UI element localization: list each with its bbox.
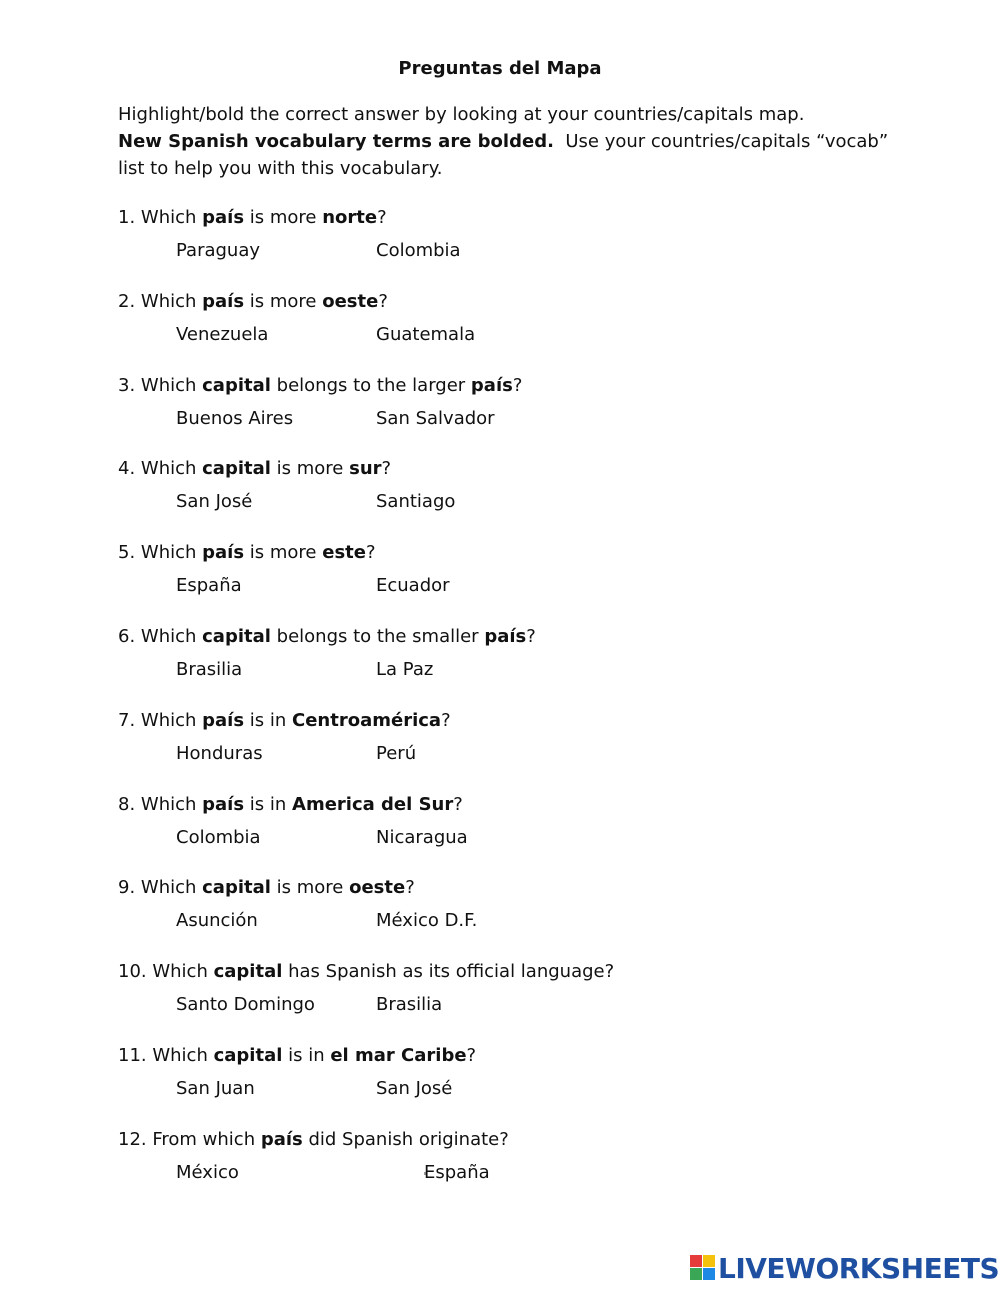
- answer-options: [118, 404, 898, 434]
- stem-text: 5. Which: [118, 542, 203, 563]
- question-stem: [118, 1042, 898, 1070]
- answer-options: [118, 906, 898, 936]
- vocab-term: país: [202, 794, 245, 815]
- stem-text: is more: [270, 877, 350, 898]
- answer-option-a[interactable]: San Juan: [176, 1078, 255, 1099]
- answer-options: [118, 823, 898, 853]
- answer-option-b[interactable]: San José: [376, 1078, 453, 1099]
- answer-option-a[interactable]: San José: [176, 491, 253, 512]
- stem-text: 7. Which: [118, 710, 203, 731]
- stem-text: is in: [282, 1045, 331, 1066]
- vocab-term: capital: [213, 961, 283, 982]
- instructions: [118, 101, 898, 182]
- question-stem: [118, 288, 898, 316]
- stem-text: ?: [365, 542, 376, 563]
- question-stem: [118, 455, 898, 483]
- stem-text: has Spanish as its official language?: [282, 961, 615, 982]
- question-12: [118, 1126, 898, 1188]
- instructions-rest: Use your countries/capitals “vocab”: [553, 131, 889, 152]
- stem-text: did Spanish originate?: [302, 1129, 509, 1150]
- answer-option-a[interactable]: Colombia: [176, 827, 261, 848]
- instructions-line-3: list to help you with this vocabulary.: [118, 158, 443, 179]
- answer-option-a[interactable]: México: [176, 1162, 239, 1183]
- question-stem: [118, 958, 898, 986]
- stem-text: ?: [526, 626, 536, 647]
- stem-text: 8. Which: [118, 794, 203, 815]
- answer-options: [118, 990, 898, 1020]
- stem-text: 11. Which: [118, 1045, 214, 1066]
- answer-option-a[interactable]: Honduras: [176, 743, 263, 764]
- vocab-term: país: [470, 375, 513, 396]
- vocab-term: norte: [322, 207, 378, 228]
- stem-text: 6. Which: [118, 626, 203, 647]
- vocab-term: este: [322, 542, 366, 563]
- question-10: [118, 958, 898, 1020]
- stem-text: 4. Which: [118, 458, 203, 479]
- instructions-line-1: Highlight/bold the correct answer by looking at your countries/capitals map.: [118, 104, 805, 125]
- stem-text: ?: [453, 794, 463, 815]
- question-8: [118, 791, 898, 853]
- vocab-term: Centroamérica: [292, 710, 442, 731]
- vocab-term: oeste: [322, 291, 379, 312]
- stem-text: is in: [244, 710, 293, 731]
- vocab-term: país: [202, 207, 245, 228]
- question-5: [118, 539, 898, 601]
- stem-text: is more: [244, 207, 323, 228]
- liveworksheets-logo: [690, 1252, 999, 1284]
- answer-options: [118, 487, 898, 517]
- stem-text: 2. Which: [118, 291, 203, 312]
- vocab-term: capital: [202, 626, 271, 647]
- answer-option-b[interactable]: Perú: [376, 743, 417, 764]
- answer-option-b[interactable]: Brasilia: [376, 994, 443, 1015]
- answer-option-b[interactable]: España: [424, 1162, 490, 1183]
- answer-option-b[interactable]: Santiago: [376, 491, 456, 512]
- instructions-bold: New Spanish vocabulary terms are bolded.: [118, 131, 554, 152]
- question-4: [118, 455, 898, 517]
- vocab-term: sur: [349, 458, 382, 479]
- page-title: Preguntas del Mapa: [398, 58, 602, 79]
- vocab-term: capital: [202, 877, 271, 898]
- vocab-term: America del Sur: [292, 794, 454, 815]
- question-1: [118, 204, 898, 266]
- answer-option-a[interactable]: Brasilia: [176, 659, 243, 680]
- vocab-term: país: [202, 710, 245, 731]
- question-stem: [118, 707, 898, 735]
- answer-options: [118, 1074, 898, 1104]
- question-2: [118, 288, 898, 350]
- answer-option-a[interactable]: Venezuela: [176, 324, 269, 345]
- stem-text: 10. Which: [118, 961, 214, 982]
- stem-text: is more: [270, 458, 350, 479]
- answer-option-a[interactable]: Asunción: [176, 910, 258, 931]
- answer-options: [118, 1158, 898, 1188]
- vocab-term: país: [202, 291, 245, 312]
- stem-text: ?: [512, 375, 523, 396]
- answer-option-b[interactable]: México D.F.: [376, 910, 478, 931]
- stem-text: is more: [244, 542, 323, 563]
- question-11: [118, 1042, 898, 1104]
- question-stem: [118, 874, 898, 902]
- answer-option-b[interactable]: La Paz: [376, 659, 434, 680]
- stem-text: 3. Which: [118, 375, 203, 396]
- question-stem: [118, 372, 898, 400]
- answer-options: [118, 571, 898, 601]
- question-9: [118, 874, 898, 936]
- answer-option-a[interactable]: España: [176, 575, 242, 596]
- stem-text: belongs to the smaller: [270, 626, 485, 647]
- vocab-term: capital: [213, 1045, 283, 1066]
- answer-option-b[interactable]: San Salvador: [376, 408, 495, 429]
- question-6: [118, 623, 898, 685]
- answer-option-a[interactable]: Santo Domingo: [176, 994, 315, 1015]
- stem-text: 9. Which: [118, 877, 203, 898]
- vocab-term: país: [260, 1129, 303, 1150]
- vocab-term: capital: [202, 458, 271, 479]
- vocab-term: capital: [202, 375, 271, 396]
- answer-options: [118, 320, 898, 350]
- stem-text: ?: [377, 207, 387, 228]
- stem-text: is more: [244, 291, 323, 312]
- question-stem: [118, 791, 898, 819]
- answer-option-b[interactable]: Guatemala: [376, 324, 476, 345]
- stem-text: 1. Which: [118, 207, 203, 228]
- answer-options: [118, 655, 898, 685]
- answer-option-a[interactable]: Buenos Aires: [176, 408, 294, 429]
- logo-text: LIVEWORKSHEETS: [718, 1251, 1000, 1285]
- stem-text: ?: [405, 877, 415, 898]
- question-stem: [118, 1126, 898, 1154]
- answer-options: [118, 739, 898, 769]
- stem-text: belongs to the larger: [270, 375, 471, 396]
- stem-text: ?: [378, 291, 388, 312]
- vocab-term: país: [202, 542, 245, 563]
- answer-option-a[interactable]: Paraguay: [176, 240, 261, 261]
- vocab-term: el mar Caribe: [330, 1045, 467, 1066]
- answer-option-b[interactable]: Nicaragua: [376, 827, 468, 848]
- answer-option-b[interactable]: Colombia: [376, 240, 461, 261]
- answer-option-b[interactable]: Ecuador: [376, 575, 450, 596]
- vocab-term: oeste: [349, 877, 406, 898]
- question-stem: [118, 204, 898, 232]
- stem-text: ?: [381, 458, 392, 479]
- question-stem: [118, 539, 898, 567]
- liveworksheets-icon: [690, 1255, 716, 1281]
- question-stem: [118, 623, 898, 651]
- stem-text: 12. From which: [118, 1129, 261, 1150]
- question-7: [118, 707, 898, 769]
- stem-text: is in: [244, 794, 293, 815]
- instructions-line-2: [118, 128, 898, 155]
- question-3: [118, 372, 898, 434]
- stem-text: ?: [441, 710, 451, 731]
- answer-options: [118, 236, 898, 266]
- vocab-term: país: [484, 626, 527, 647]
- stem-text: ?: [466, 1045, 477, 1066]
